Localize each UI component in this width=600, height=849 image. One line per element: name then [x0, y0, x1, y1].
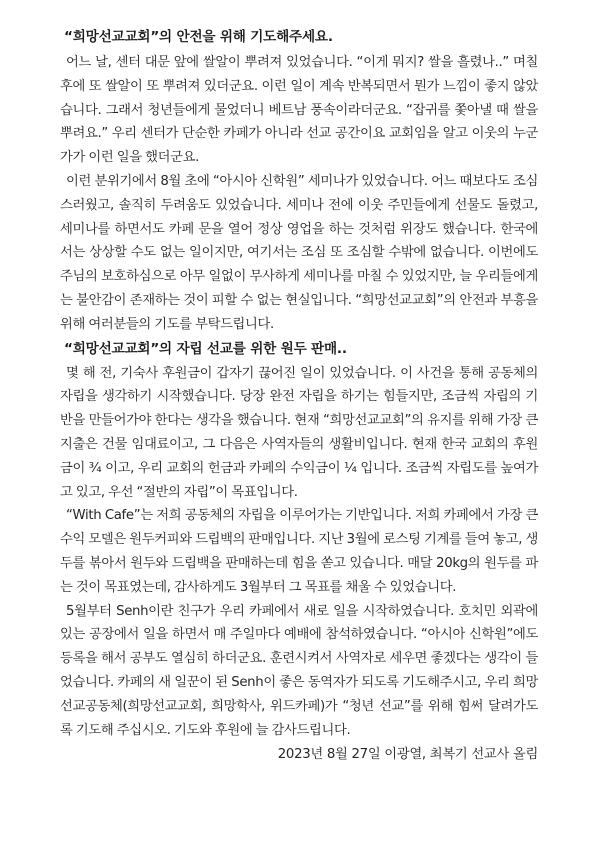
paragraph-rice-incident: 어느 날, 센터 대문 앞에 쌀알이 뿌려져 있었습니다. “이게 뭐지? 쌀을 흘렸나..” 며칠 후에 또 쌀알이 또 뿌려져 있더군요. 이런 일이 계속 반복되면서 뭔가 느낌이 좋지 않았습니다. 그래서 청년들에게 물었더니 베트남 풍속이라더군요. “잡귀를 쫓아낼 때 쌀을 뿌려요.” 우리 센터가 단순한 카페가 아니라 선교 공간이요 교회임을 알고 이웃의 누군가가 이런 일을 했더군요. [60, 55, 538, 166]
paragraph-senh: 5월부터 Senh이란 친구가 우리 카페에서 새로 일을 시작하였습니다. 호치민 외곽에 있는 공장에서 일을 하면서 매 주일마다 예배에 참석하였습니다. “아시아 신학원”에도 등록을 해서 공부도 열심히 하더군요. 훈련시켜서 사역자로 세우면 좋겠다는 생각이 들었습니다. 카페의 새 일꾼이 된 Senh이 좋은 동역자가 되도록 기도해주시고, 우리 희망선교공동체(희망선교교회, 희망학사, 위드카페)가 “청년 선교”를 위해 힘써 달려가도록 기도해 주십시오. 기도와 후원에 늘 감사드립니다. [60, 603, 538, 738]
paragraph-with-cafe: “With Cafe”는 저희 공동체의 자립을 이루어가는 기반입니다. 저희 카페에서 가장 큰 수익 모델은 원두커피와 드립백의 판매입니다. 지난 3월에 로스팅 기계를 들여 놓고, 생두를 볶아서 원두와 드립백을 판매하는데 힘을 쏟고 있습니다. 매달 20kg의 원두를 파는 것이 목표였는데, 감사하게도 3월부터 그 목표를 채울 수 있었습니다. [60, 508, 538, 595]
paragraph-self-support: 몇 해 전, 기숙사 후원금이 갑자기 끊어진 일이 있었습니다. 이 사건을 통해 공동체의 자립을 생각하기 시작했습니다. 당장 완전 자립을 하기는 힘들지만, 조금씩 자립의 기반을 만들어가야 한다는 생각을 했습니다. 현재 “희망선교교회”의 유지를 위해 가장 큰 지출은 건물 임대료이고, 그 다음은 사역자들의 생활비입니다. 현재 한국 교회의 후원금이 ¾ 이고, 우리 교회의 헌금과 카페의 수익금이 ¼ 입니다. 조금씩 자립도를 높여가고 있고, 우선 “절반의 자립”이 목표입니다. [60, 365, 538, 500]
section-heading-self-support: “희망선교교회”의 자립 선교를 위한 원두 판매.. [64, 340, 347, 357]
section-heading-safety: “희망선교교회”의 안전을 위해 기도해주세요. [64, 29, 333, 45]
paragraph-seminar: 이런 분위기에서 8월 초에 “아시아 신학원” 세미나가 있었습니다. 어느 때보다도 조심스러웠고, 솔직히 두려움도 있었습니다. 세미나 전에 이웃 주민들에게 선물도 돌렸고, 세미나를 하면서도 카페 문을 열어 정상 영업을 하는 것처럼 위장도 했습니다. 한국에서는 상상할 수도 없는 일이지만, 여기서는 조심 또 조심할 수밖에 없습니다. 이번에도 주님의 보호하심으로 아무 일없이 무사하게 세미나를 마칠 수 있었지만, 늘 우리들에게는 불안감이 존재하는 것이 피할 수 없는 현실입니다. “희망선교교회”의 안전과 부흥을 위해 여러분들의 기도를 부탁드립니다. [60, 173, 538, 332]
signature: 2023년 8월 27일 이광열, 최복기 선교사 올림 [277, 747, 538, 763]
